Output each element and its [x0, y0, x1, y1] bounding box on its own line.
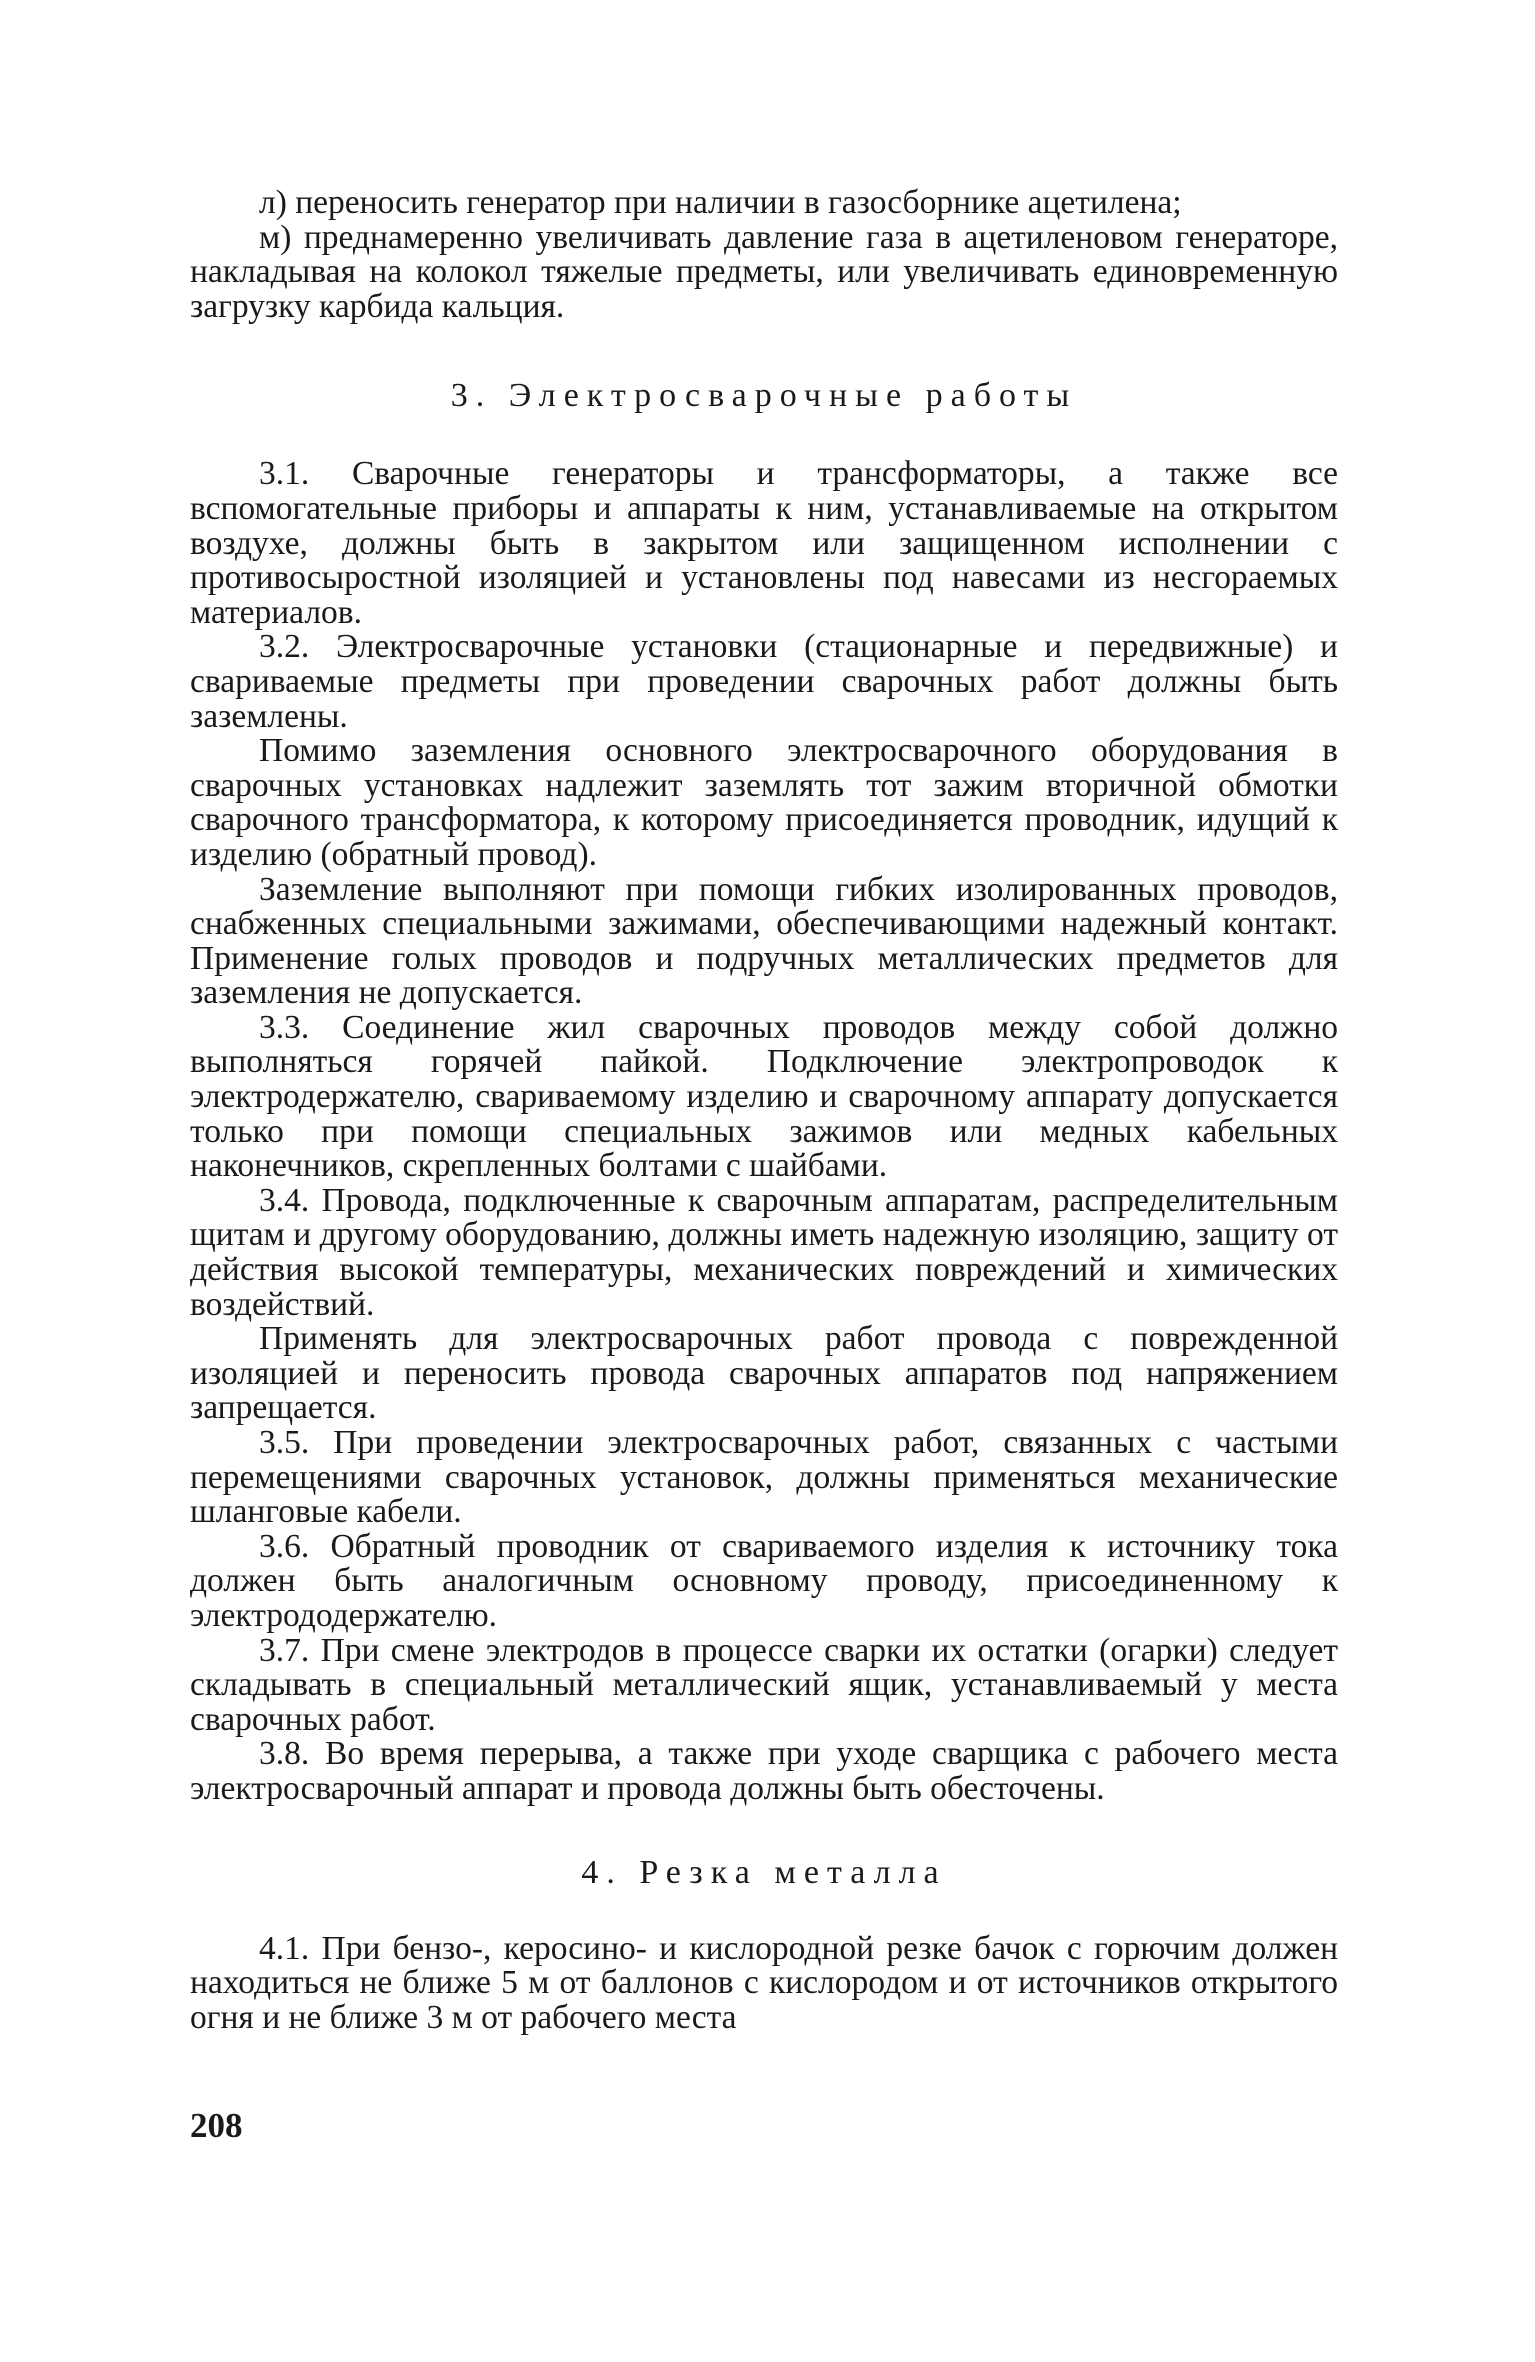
paragraph-3-7: 3.7. При смене электродов в процессе сварки их остатки (огарки) следует складывать в специальный металлический ящик, устанавливаемый у места сварочных работ.	[190, 1631, 1338, 1738]
paragraph-4-1: 4.1. При бензо-, керосино- и кислородной резке бачок с горючим должен находиться не ближе 5 м от баллонов с кислородом и от источников открытого огня и не ближе 3 м от рабочего места	[190, 1929, 1338, 2036]
paragraph-3-2: 3.2. Электросварочные установки (стационарные и передвижные) и свариваемые предметы при проведении сварочных работ должны быть заземлены.	[190, 628, 1338, 735]
paragraph-3-2-grounding: Помимо заземления основного электросварочного оборудования в сварочных установках надлежит заземлять тот зажим вторичной обмотки сварочного трансформатора, к которому присоединяется проводник, идущий к изделию (обратный провод).	[190, 732, 1338, 873]
section-3-heading: 3. Электросварочные работы	[450, 377, 1078, 415]
intro-item-m: м) преднамеренно увеличивать давление газа в ацетиленовом генераторе, накладывая на колокол тяжелые предметы, или увеличивать единовременную загрузку карбида кальция.	[190, 218, 1338, 325]
paragraph-3-5: 3.5. При проведении электросварочных работ, связанных с частыми перемещениями сварочных установок, должны применяться механические шланговые кабели.	[190, 1424, 1338, 1531]
intro-item-l: л) переносить генератор при наличии в газосборнике ацетилена;	[259, 184, 1182, 221]
paragraph-3-8: 3.8. Во время перерыва, а также при уходе сварщика с рабочего места электросварочный аппарат и провода должны быть обесточены.	[190, 1735, 1338, 1807]
page-body	[190, 186, 1338, 2035]
paragraph-3-4: 3.4. Провода, подключенные к сварочным аппаратам, распределительным щитам и другому оборудованию, должны иметь надежную изоляцию, защиту от действия высокой температуры, механических повреждений и химических воздействий.	[190, 1181, 1338, 1323]
page-number: 208	[190, 2106, 243, 2145]
paragraph-3-4-prohibition: Применять для электросварочных работ провода с поврежденной изоляцией и переносить провода сварочных аппаратов под напряжением запрещается.	[190, 1320, 1338, 1427]
paragraph-3-1: 3.1. Сварочные генераторы и трансформаторы, а также все вспомогательные приборы и аппараты к ним, устанавливаемые на открытом воздухе, должны быть в закрытом или защищенном исполнении с противосыростной изоляцией и установлены под навесами из несгораемых материалов.	[190, 455, 1338, 631]
paragraph-3-2-grounding-method: Заземление выполняют при помощи гибких изолированных проводов, снабженных специальными зажимами, обеспечивающими надежный контакт. Применение голых проводов и подручных металлических предметов для заземления не допускается.	[190, 870, 1338, 1012]
paragraph-3-3: 3.3. Соединение жил сварочных проводов между собой должно выполняться горячей пайкой. Подключение электропроводок к электродержателю, свариваемому изделию и сварочному аппарату допускается только при помощи специальных зажимов или медных кабельных наконечников, скрепленных болтами с шайбами.	[190, 1008, 1338, 1185]
paragraph-3-6: 3.6. Обратный проводник от свариваемого изделия к источнику тока должен быть аналогичным основному проводу, присоединенному к электрододержателю.	[190, 1527, 1338, 1634]
section-4-heading: 4. Резка металла	[581, 1853, 947, 1891]
